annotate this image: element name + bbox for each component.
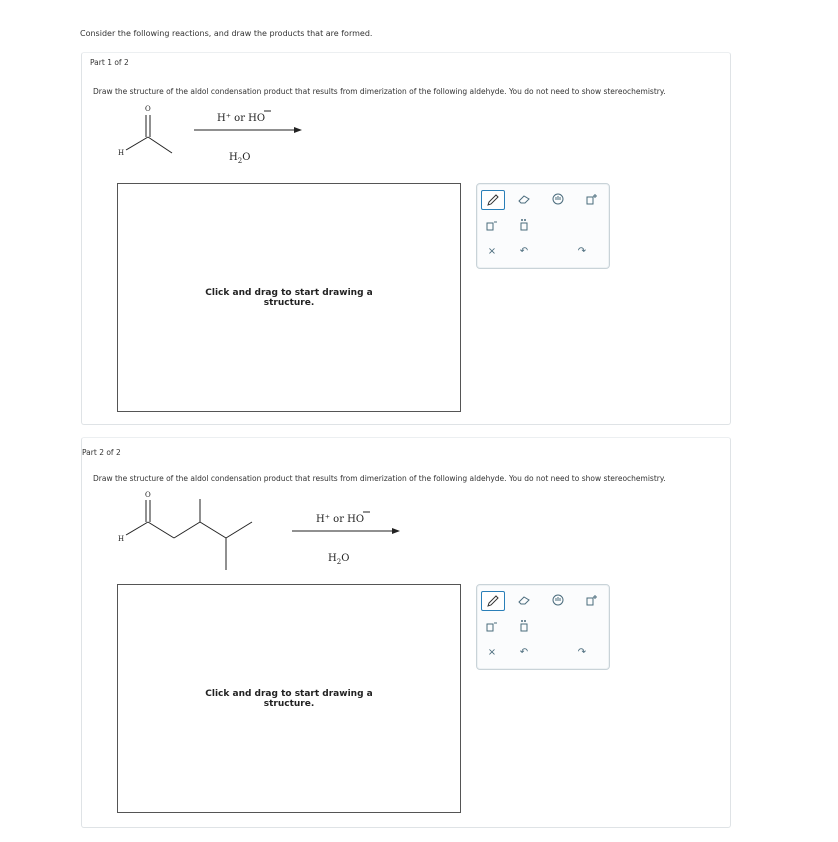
hand-icon[interactable] [547, 591, 569, 609]
eraser-icon[interactable] [513, 190, 535, 208]
part-2-label: Part 2 of 2 [82, 448, 121, 457]
positive-charge-icon[interactable] [581, 190, 603, 208]
part-2-hydrogen-atom: H [118, 535, 125, 543]
part-1-overline [263, 109, 273, 113]
part-1-oxygen-atom: O [145, 105, 151, 113]
close-icon[interactable]: × [487, 646, 497, 658]
propanal-structure [82, 53, 202, 183]
part-2-reagent-above: H⁺ or HO [316, 514, 365, 525]
part-1-reaction-arrow [194, 125, 304, 135]
part-1-drawing-canvas[interactable] [117, 183, 461, 412]
part-2-toolbox [476, 584, 610, 670]
aldehyde-structure [82, 438, 262, 584]
part-2-reagent-below: $H_2O$ [328, 553, 350, 566]
part-2-panel [81, 437, 731, 828]
positive-charge-icon[interactable] [581, 591, 603, 609]
pencil-icon[interactable] [481, 591, 505, 611]
part-2-drawing-canvas[interactable] [117, 584, 461, 813]
part-2-question: Draw the structure of the aldol condensation product that results from dimerization of the following aldehyde. You do not need to show stereochemistry. [93, 474, 666, 483]
undo-icon[interactable]: ↶ [519, 646, 529, 658]
part-2-reaction-arrow [292, 526, 402, 536]
eraser-icon[interactable] [513, 591, 535, 609]
part-1-hydrogen-atom: H [118, 149, 125, 157]
undo-icon[interactable]: ↶ [519, 245, 529, 257]
redo-icon[interactable]: ↷ [577, 646, 587, 658]
part-1-reagent-below: $H_2O$ [229, 152, 251, 165]
part-1-toolbox [476, 183, 610, 269]
pencil-icon[interactable] [481, 190, 505, 210]
part-2-oxygen-atom: O [145, 491, 151, 499]
close-icon[interactable]: × [487, 245, 497, 257]
lone-pair-icon[interactable] [513, 216, 535, 234]
part-2-reaction-scheme [82, 438, 730, 584]
part-1-question: Draw the structure of the aldol condensation product that results from dimerization of the following aldehyde. You do not need to show stereochemistry. [93, 87, 666, 96]
negative-charge-icon[interactable] [481, 216, 503, 234]
part-1-canvas-hint: Click and drag to start drawing a structure. [205, 288, 373, 308]
part-2-overline [362, 510, 372, 514]
part-1-panel [81, 52, 731, 425]
part-1-reagent-above: H⁺ or HO [217, 113, 266, 124]
part-1-label: Part 1 of 2 [90, 58, 129, 67]
intro-text: Consider the following reactions, and draw the products that are formed. [80, 29, 373, 38]
part-1-reaction-scheme [82, 53, 730, 183]
redo-icon[interactable]: ↷ [577, 245, 587, 257]
lone-pair-icon[interactable] [513, 617, 535, 635]
negative-charge-icon[interactable] [481, 617, 503, 635]
hand-icon[interactable] [547, 190, 569, 208]
part-2-canvas-hint: Click and drag to start drawing a structure. [205, 689, 373, 709]
